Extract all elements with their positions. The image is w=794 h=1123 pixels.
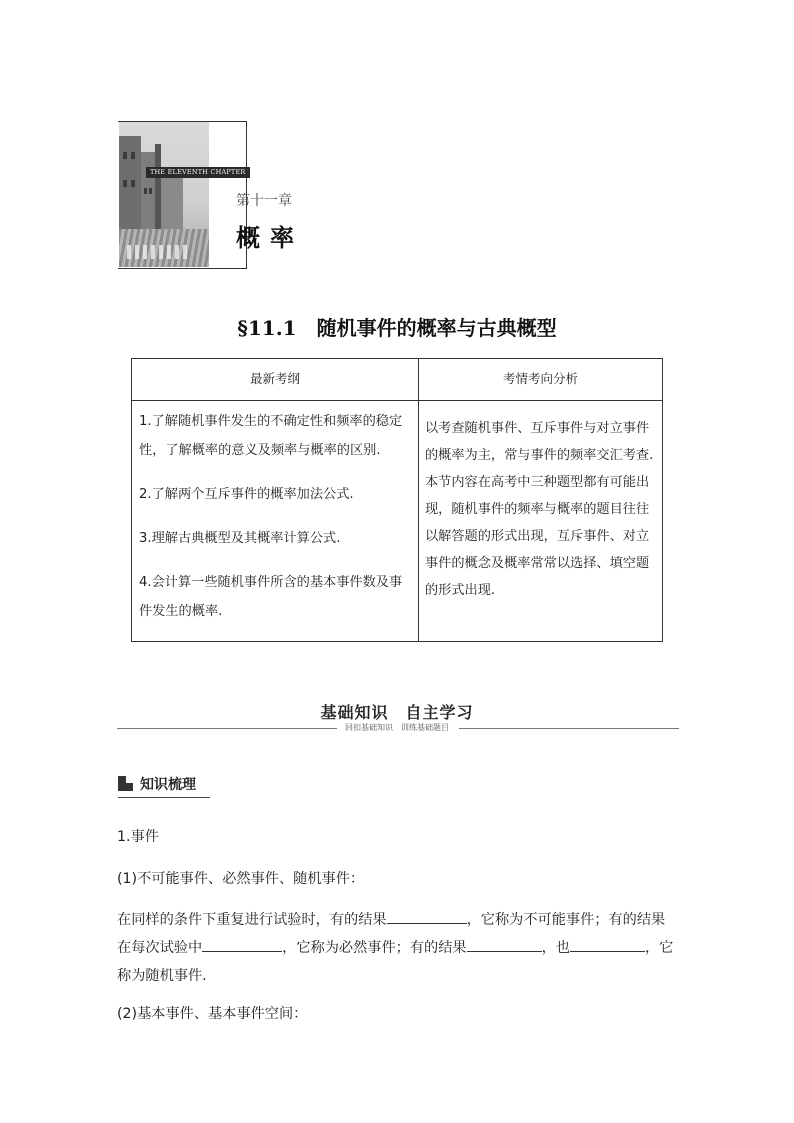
syllabus-table [131, 358, 663, 642]
text-segment: 在同样的条件下重复进行试验时，有的结果 [117, 912, 387, 928]
syllabus-item: 1.了解随机事件发生的不确定性和频率的稳定性，了解概率的意义及频率与概率的区别. [139, 414, 403, 458]
window-shape [144, 188, 147, 194]
syllabus-item: 4.会计算一些随机事件所含的基本事件数及事件发生的概率. [139, 575, 403, 619]
item-event-types: (1)不可能事件、必然事件、随机事件： [117, 871, 365, 887]
syllabus-item: 2.了解两个互斥事件的概率加法公式. [139, 487, 354, 502]
window-shape [123, 180, 127, 187]
fill-blank [202, 937, 282, 952]
window-shape [131, 180, 135, 187]
text-segment: ，它称为随机事件. [117, 940, 674, 984]
chapter-number: 第十一章 [236, 193, 292, 209]
chapter-title: 概率 [236, 224, 304, 252]
basics-heading: 基础知识 自主学习 [320, 703, 474, 722]
table-row-divider [132, 400, 662, 401]
table-header-analysis: 考情考向分析 [502, 371, 578, 386]
item-events: 1.事件 [117, 829, 159, 845]
table-header-syllabus: 最新考纲 [249, 371, 300, 386]
fill-blank [570, 937, 645, 952]
table-column-divider [418, 359, 419, 642]
window-shape [123, 152, 127, 159]
window-shape [131, 152, 135, 159]
knowledge-heading-label: 知识梳理 [140, 777, 196, 793]
syllabus-list [139, 407, 413, 641]
text-segment: ，也 [541, 940, 570, 956]
syllabus-item: 3.理解古典概型及其概率计算公式. [139, 531, 341, 546]
definition-paragraph [117, 906, 679, 990]
chapter-cover-image [119, 122, 209, 267]
section-title: §11.1 随机事件的概率与古典概型 [237, 316, 557, 340]
basics-subheading-text: 回扣基础知识 训练基础题目 [341, 723, 453, 732]
analysis-text: 以考查随机事件、互斥事件与对立事件的概率为主，常与事件的频率交汇考查.本节内容在高考中三种题型都有可能出现，随机事件的频率与概率的题目往往以解答题的形式出现，互斥事件、对立事件的概念及概率常常以选择、填空题的形式出现. [425, 421, 654, 598]
item-basic-events: (2)基本事件、基本事件空间： [117, 1006, 308, 1022]
building-shape [161, 174, 183, 230]
square-bullet-icon [118, 776, 133, 791]
chapter-banner: THE ELEVENTH CHAPTER [146, 167, 250, 178]
window-shape [149, 188, 152, 194]
fill-blank [387, 909, 467, 924]
basics-subheading [0, 722, 794, 733]
crosswalk-shape [127, 245, 187, 259]
knowledge-heading [118, 773, 210, 798]
text-segment: ，它称为必然事件；有的结果 [282, 940, 467, 956]
fill-blank [467, 937, 542, 952]
text-segment: ，它称为不可能事件；有的结果在每次试验中 [117, 912, 666, 956]
